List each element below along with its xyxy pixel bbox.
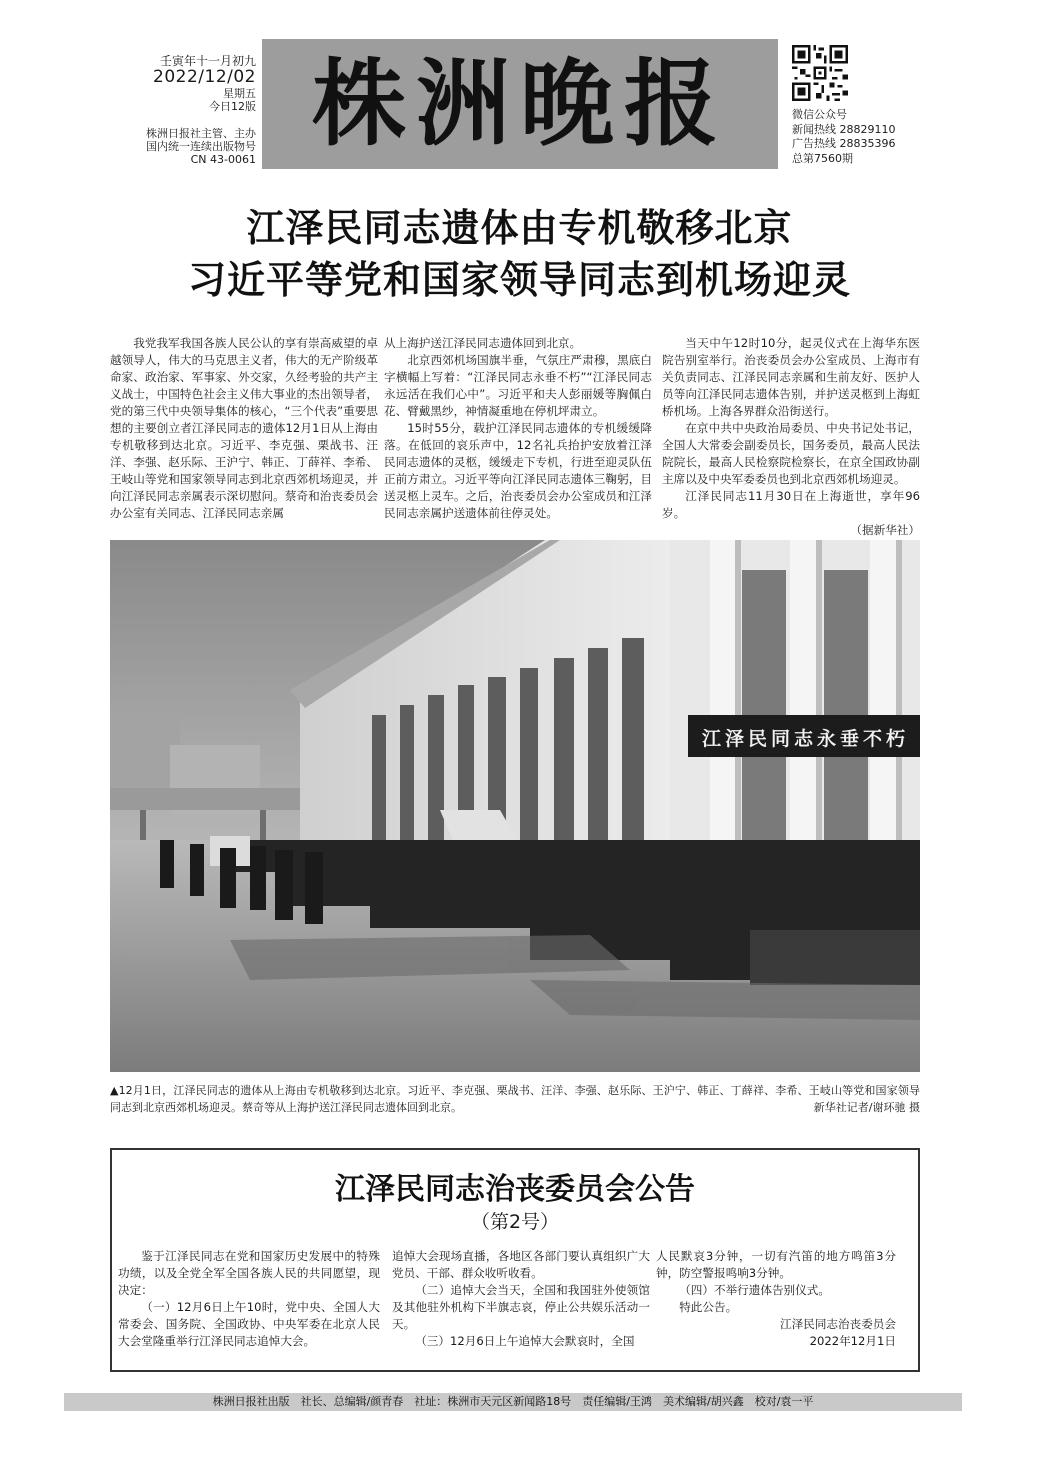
masthead-info-left [136,55,256,166]
ad-hotline: 广告热线 28835396 [792,137,896,150]
cn-number: CN 43-0061 [190,153,256,166]
notice-paragraph: （二）追悼大会当天，全国和我国驻外使领馆及其他驻外机构下半旗志哀，停止公共娱乐活动一天。 [392,1283,650,1331]
article-paragraph: 北京西郊机场国旗半垂，气氛庄严肃穆，黑底白字横幅上写着：“江泽民同志永垂不朽”“江泽民同志永远活在我们心中”。习近平和夫人彭丽媛等胸佩白花、臂戴黑纱，神情凝重地在停机坪肃立。 [384,353,652,418]
headline-line-2: 习近平等党和国家领导同志到机场迎灵 [187,258,851,302]
serial-label: 国内统一连续出版物号 [146,140,256,153]
notice-paragraph: （一）12月6日上午10时，党中央、全国人大常委会、国务院、全国政协、中央军委在北京人民大会堂隆重举行江泽民同志追悼大会。 [118,1300,380,1348]
memorial-banner: 江泽民同志永垂不朽 [702,728,910,750]
issue-total: 总第7560期 [792,151,853,165]
article-paragraph: 从上海护送江泽民同志遗体回到北京。 [384,336,582,350]
article-paragraph: 江泽民同志11月30日在上海逝世，享年96岁。 [662,489,920,520]
notice-number: （第2号） [470,1211,560,1233]
qr-code-icon [792,45,848,101]
notice-column-1 [118,1248,380,1350]
funeral-committee-notice [110,1148,920,1372]
notice-column-3 [656,1248,896,1350]
masthead-info-right [792,108,932,166]
newspaper-name: 株洲晚报 [311,49,728,159]
notice-paragraph: 人民默哀3分钟，一切有汽笛的地方鸣笛3分钟，防空警报鸣响3分钟。 [656,1249,896,1280]
photo-caption [110,1082,920,1116]
notice-paragraph: 追悼大会现场直播，各地区各部门要认真组织广大党员、干部、群众收听收看。 [392,1249,650,1280]
notice-paragraph: （三）12月6日上午追悼大会默哀时，全国 [415,1334,635,1348]
article-paragraph: 在京中共中央政治局委员、中央书记处书记，全国人大常委会副委员长，国务委员，最高人民法院院长，最高人民检察院检察长，在京全国政协副主席以及中央军委委员也到北京西郊机场迎灵。 [662,421,920,486]
wechat-label: 微信公众号 [792,108,847,121]
article-paragraph: 当天中午12时10分，起灵仪式在上海华东医院告别室举行。治丧委员会办公室成员、上海市有关负责同志、江泽民同志亲属和生前友好、医护人员等向江泽民同志遗体告别，并护送灵柩到上海虹桥机场。上海各界群众沿街送行。 [662,336,920,418]
article-paragraph: 我党我军我国各族人民公认的享有崇高威望的卓越领导人，伟大的马克思主义者，伟大的无产阶级革命家、政治家、军事家、外交家，久经考验的共产主义战士，中国特色社会主义伟大事业的杰出领导者，党的第三代中央领导集体的核心，“三个代表”重要思想的主要创立者江泽民同志的遗体12月1日从上海由专机敬移到达北京。习近平、李克强、栗战书、汪洋、李强、赵乐际、王沪宁、韩正、丁薛祥、李希、王岐山等党和国家领导同志到北京西郊机场迎灵，并向江泽民同志亲属表示深切慰问。蔡奇和治丧委员会办公室有关同志、江泽民同志亲属 [110,336,378,520]
main-headline [60,202,979,306]
caption-text: ▲12月1日，江泽民同志的遗体从上海由专机敬移到达北京。习近平、李克强、栗战书、汪洋、李强、赵乐际、王沪宁、韩正、丁薛祥、李希、王岐山等党和国家领导同志到北京西郊机场迎灵。蔡奇等从上海护送江泽民同志遗体回到北京。 [110,1084,920,1114]
page-footer: 株洲日报社出版 社长、总编辑/颜青春 社址：株洲市天元区新闻路18号 责任编辑/王鸿 美术编辑/胡兴鑫 校对/袁一平 [64,1393,962,1411]
article-paragraph: 15时55分，载护江泽民同志遗体的专机缓缓降落。在低回的哀乐声中，12名礼兵抬护安放着江泽民同志遗体的灵柩，缓缓走下专机，行进至迎灵队伍正前方肃立。习近平等向江泽民同志遗体三鞠躬，目送灵柩上灵车。之后，治丧委员会办公室成员和江泽民同志亲属护送遗体前往停灵处。 [384,421,652,520]
notice-signer: 江泽民同志治丧委员会 [780,1317,896,1331]
article-column-2 [384,335,652,522]
headline-line-1: 江泽民同志遗体由专机敬移北京 [246,206,793,250]
notice-column-2 [392,1248,650,1350]
news-photo [110,540,920,1072]
notice-paragraph: 特此公告。 [679,1300,738,1314]
publisher-line: 株洲日报社主管、主办 [146,127,256,140]
notice-paragraph: 鉴于江泽民同志在党和国家历史发展中的特殊功绩，以及全党全军全国各族人民的共同愿望，现决定： [118,1249,380,1297]
newspaper-logo [262,39,778,169]
edition-count: 今日12版 [209,100,256,113]
lunar-date: 壬寅年十一月初九 [159,54,256,68]
notice-title: 江泽民同志治丧委员会公告 [335,1172,695,1207]
photo-credit: 新华社记者/谢环驰 摄 [813,1101,920,1114]
issue-date: 2022/12/02 [153,67,256,87]
article-column-1 [110,335,378,522]
article-source: （据新华社） [850,523,920,537]
notice-paragraph: （四）不举行遗体告别仪式。 [679,1283,830,1297]
article-column-3 [662,335,920,539]
notice-date: 2022年12月1日 [809,1334,896,1348]
weekday: 星期五 [223,87,256,100]
news-hotline: 新闻热线 28829110 [792,122,896,136]
